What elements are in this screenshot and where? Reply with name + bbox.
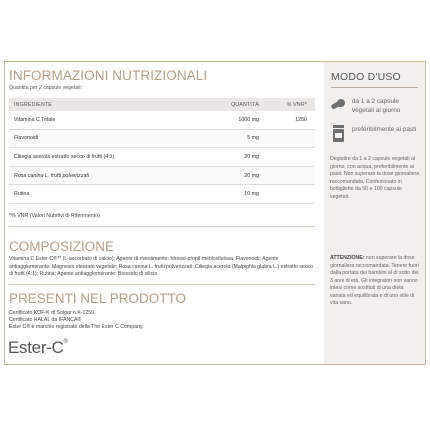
section-divider	[9, 226, 315, 227]
nutrition-title: INFORMAZIONI NUTRIZIONALI	[9, 68, 208, 83]
nutrition-subtitle: Quantità per 2 capsule vegetali:	[9, 85, 82, 91]
usage-title: MODO D'USO	[331, 71, 401, 83]
nutrition-table	[9, 98, 315, 204]
row-ingredient: Rutina	[14, 191, 30, 198]
present-line: Certificato HALAL da IFANCA®	[9, 317, 82, 323]
logo-text: Ester-C	[8, 338, 64, 357]
section-divider	[9, 284, 315, 285]
table-row	[9, 111, 315, 130]
row-quantity: 20 mg	[244, 153, 259, 160]
row-quantity: 10 mg	[244, 191, 259, 198]
row-quantity: 5 mg	[247, 135, 259, 142]
present-title: PRESENTI NEL PRODOTTO	[9, 291, 187, 306]
present-line: Certificato KOF-K di Solgar n.K-1250.	[9, 310, 96, 316]
header-ingredient: INGREDIENTE	[14, 101, 52, 108]
composition-text: Vitamina C Ester-C®** (L-ascorbato di calcio); Agente di rivestimento: Idrossi-propil-metilcellulosa; Flavonoidi; Agente antiagglomerante: Magnesio stearato vegetale; Rosa canina L. frutti polverizzati; Ciliegia acerola (Malpighia glabra L.) estratto secco di frutti (4:1); Rutina; Agente antiagglomerante: Biossido di silicio.	[9, 256, 313, 278]
jar-icon	[330, 125, 346, 141]
row-ingredient: Ciliegia acerola estratto secco di frutti (4:1)	[14, 153, 115, 160]
row-vnr: 1250	[295, 116, 307, 123]
row-quantity: 1000 mg	[238, 116, 259, 123]
table-row	[9, 167, 315, 186]
vnr-footnote: *% VNR (Valori Nutritivi di Riferimento)	[9, 212, 100, 219]
header-vnr: % VNR*	[286, 101, 307, 108]
capsules-icon	[330, 97, 346, 113]
usage-item-text: da 1 a 2 capsule vegetali al giorno	[352, 98, 401, 114]
table-row	[9, 130, 315, 149]
usage-warning	[330, 255, 420, 308]
usage-item	[330, 125, 422, 141]
row-ingredient: Rosa canina L. frutti polverizzati	[14, 172, 90, 179]
header-quantity: QUANTITÀ	[230, 101, 259, 108]
usage-item	[330, 97, 422, 115]
usage-item-text: preferibilmente ai pasti	[352, 126, 417, 133]
composition-title: COMPOSIZIONE	[9, 239, 115, 254]
table-row	[9, 185, 315, 204]
nutrition-section	[9, 68, 316, 219]
warning-text: non superare la dose giornaliera raccomandata. Tenere fuori dalla portata dei bambini al di sotto dei 3 anni di età. Gli integratori non vanno intesi come sostituti di una dieta variata ed equilibrata e di uno stile di vita sano.	[330, 255, 419, 306]
table-row	[9, 148, 315, 167]
ester-c-logo	[8, 338, 68, 358]
row-ingredient: Vitamina C Totale	[14, 116, 56, 123]
warning-label: ATTENZIONE:	[330, 255, 365, 261]
table-header	[9, 98, 315, 111]
logo-mark: ®	[63, 339, 68, 345]
row-quantity: 20 mg	[244, 172, 259, 179]
present-line: Ester C® è marchio registrato della The Ester C Company.	[9, 324, 144, 330]
usage-description: Deglutire da 1 a 2 capsule vegetali al giorno, con acqua, preferibilmente ai pasti. Non superare la dose giornaliera raccomandata. Confezionato in bottigliette da 50 e 100 capsule vegetali.	[330, 156, 420, 200]
row-ingredient: Flavonoidi	[14, 135, 39, 142]
usage-title-underline	[331, 87, 418, 88]
